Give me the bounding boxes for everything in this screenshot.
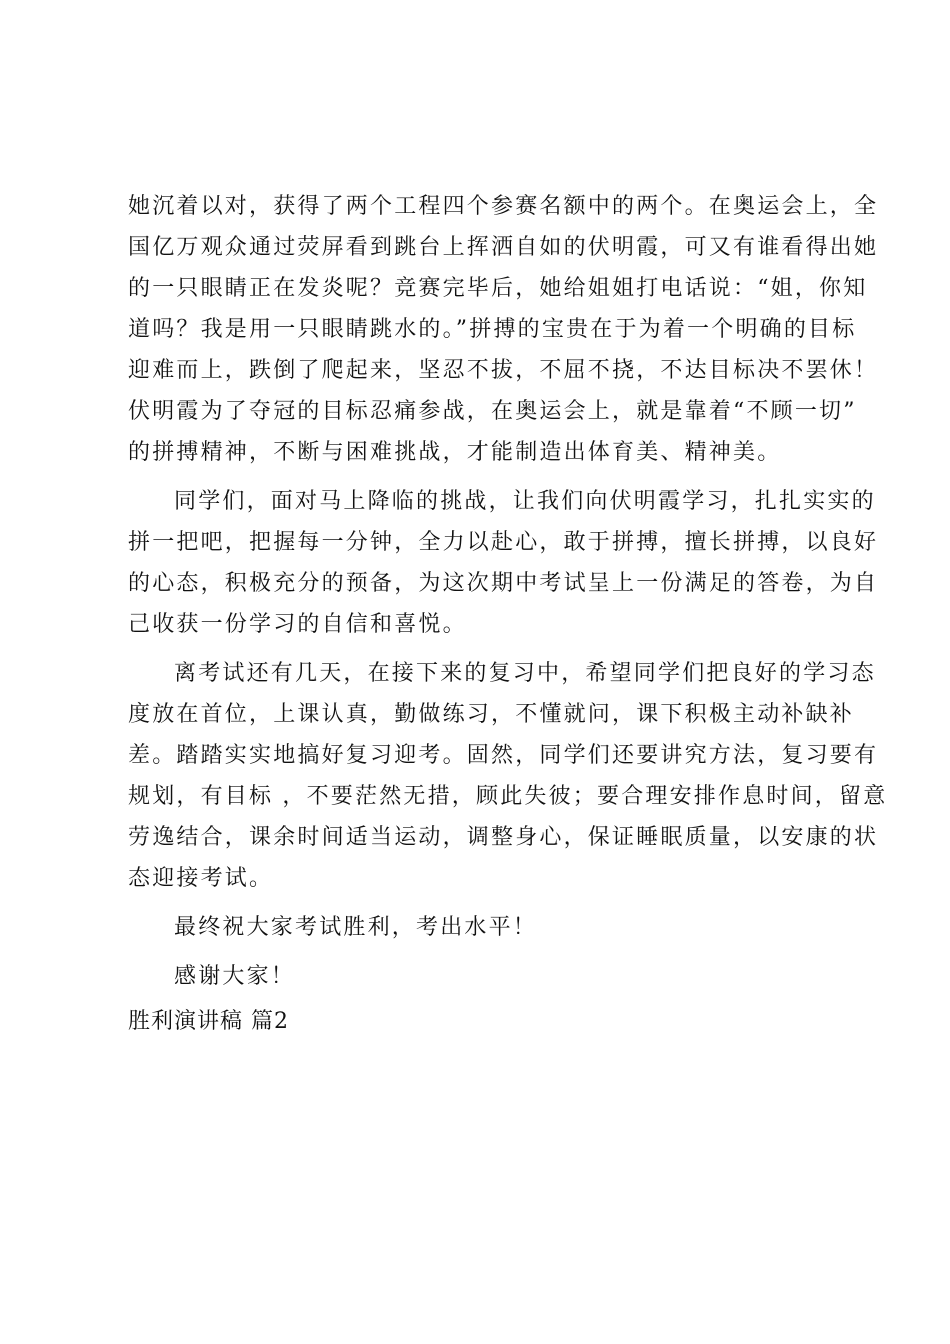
paragraph-line: 劳逸结合，课余时间适当运动，调整身心，保证睡眠质量，以安康的状 [128,825,879,850]
paragraph-line: 国亿万观众通过荧屏看到跳台上挥洒自如的伏明霞，可又有谁看得出她 [128,235,879,260]
paragraph-4 [128,907,830,948]
section-heading: 胜利演讲稿 篇2 [128,1009,289,1034]
paragraph-line: 己收获一份学习的自信和喜悦。 [128,612,467,637]
paragraph-line: 离考试还有几天，在接下来的复习中，希望同学们把良好的学习态 [174,661,876,686]
paragraph-line: 感谢大家！ [174,964,296,989]
paragraph-line: 的心态，积极充分的预备，为这次期中考试呈上一份满足的答卷，为自 [128,571,879,596]
paragraph-line: 规划，有目标 ，不要茫然无措，顾此失彼；要合理安排作息时间，留意 [128,784,888,809]
paragraph-line: 的拼搏精神，不断与困难挑战，才能制造出体育美、精神美。 [128,440,782,465]
paragraph-line: 拼一把吧，把握每一分钟，全力以赴心，敢于拼搏，擅长拼搏，以良好 [128,530,879,555]
paragraph-line: 道吗？我是用一只眼睛跳水的。”拼搏的宝贵在于为着一个明确的目标 [128,317,857,342]
paragraph-line: 她沉着以对，获得了两个工程四个参赛名额中的两个。在奥运会上，全 [128,194,879,219]
paragraph-line: 迎难而上，跌倒了爬起来，坚忍不拔，不屈不挠，不达目标决不罢休！ [128,358,879,383]
paragraph-line: 的一只眼睛正在发炎呢？竞赛完毕后，她给姐姐打电话说：“姐，你知 [128,276,868,301]
paragraph-1 [128,186,879,473]
document-body [128,186,888,1042]
paragraph-line: 同学们，面对马上降临的挑战，让我们向伏明霞学习，扎扎实实的 [174,489,876,514]
paragraph-3 [128,653,888,899]
paragraph-line: 伏明霞为了夺冠的目标忍痛参战，在奥运会上，就是靠着“不顾一切” [128,399,857,424]
paragraph-line: 差。踏踏实实地搞好复习迎考。固然，同学们还要讲究方法，复习要有 [128,743,879,768]
paragraph-line: 最终祝大家考试胜利，考出水平！ [174,915,538,940]
paragraph-line: 度放在首位，上课认真，勤做练习，不懂就问，课下积极主动补缺补 [128,702,855,727]
paragraph-line: 态迎接考试。 [128,866,274,891]
paragraph-2 [128,481,879,645]
paragraph-5 [128,956,830,997]
